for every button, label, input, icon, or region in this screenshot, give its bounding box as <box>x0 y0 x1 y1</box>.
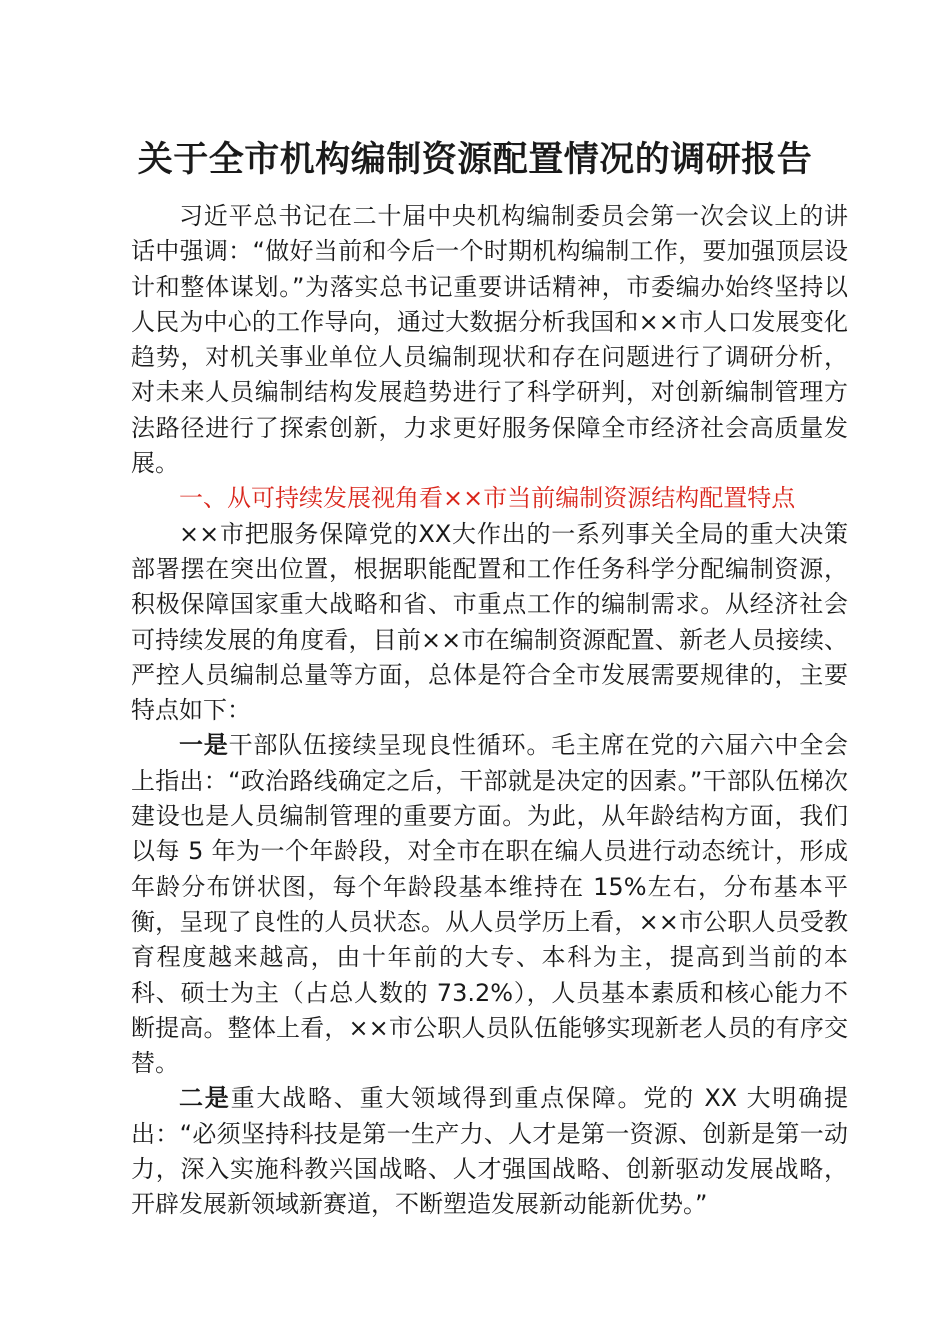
point-one-text: 干部队伍接续呈现良性循环。毛主席在党的六届六中全会上指出：“政治路线确定之后，干部就是决定的因素。”干部队伍梯次建设也是人员编制管理的重要方面。为此，从年龄结构方面，我们以每 5 年为一个年龄段，对全市在职在编人员进行动态统计，形成年龄分布饼状图，每个年龄段基本维持在 15%左右，分布基本平衡，呈现了良性的人员状态。从人员学历上看，××市公职人员受教育程度越来越高，由十年前的大专、本科为主，提高到当前的本科、硕士为主（占总人数的 73.2%），人员基本素质和核心能力不断提高。整体上看，××市公职人员队伍能够实现新老人员的有序交替。 <box>131 731 849 1078</box>
point-two-text: 重大战略、重大领域得到重点保障。党的 XX 大明确提出：“必须坚持科技是第一生产力、人才是第一资源、创新是第一动力，深入实施科教兴国战略、人才强国战略、创新驱动发展战略，开辟发展新领域新赛道，不断塑造发展新动能新优势。” <box>131 1084 849 1219</box>
point-two-paragraph <box>131 1081 848 1222</box>
document-body <box>131 199 848 1223</box>
point-one-lead: 一是 <box>179 731 229 760</box>
section-intro-paragraph: ××市把服务保障党的XX大作出的一系列事关全局的重大决策部署摆在突出位置，根据职能配置和工作任务科学分配编制资源，积极保障国家重大战略和省、市重点工作的编制需求。从经济社会可持续发展的角度看，目前××市在编制资源配置、新老人员接续、严控人员编制总量等方面，总体是符合全市发展需要规律的，主要特点如下： <box>131 519 848 725</box>
section-heading: 一、从可持续发展视角看××市当前编制资源结构配置特点 <box>179 484 796 513</box>
point-one-paragraph <box>131 728 848 1081</box>
point-two-lead: 二是 <box>179 1084 231 1113</box>
intro-paragraph: 习近平总书记在二十届中央机构编制委员会第一次会议上的讲话中强调：“做好当前和今后一个时期机构编制工作，要加强顶层设计和整体谋划。”为落实总书记重要讲话精神，市委编办始终坚持以人民为中心的工作导向，通过大数据分析我国和××市人口发展变化趋势，对机关事业单位人员编制现状和存在问题进行了调研分析，对未来人员编制结构发展趋势进行了科学研判，对创新编制管理方法路径进行了探索创新，力求更好服务保障全市经济社会高质量发展。 <box>131 202 848 478</box>
document-title: 关于全市机构编制资源配置情况的调研报告 <box>137 140 813 180</box>
